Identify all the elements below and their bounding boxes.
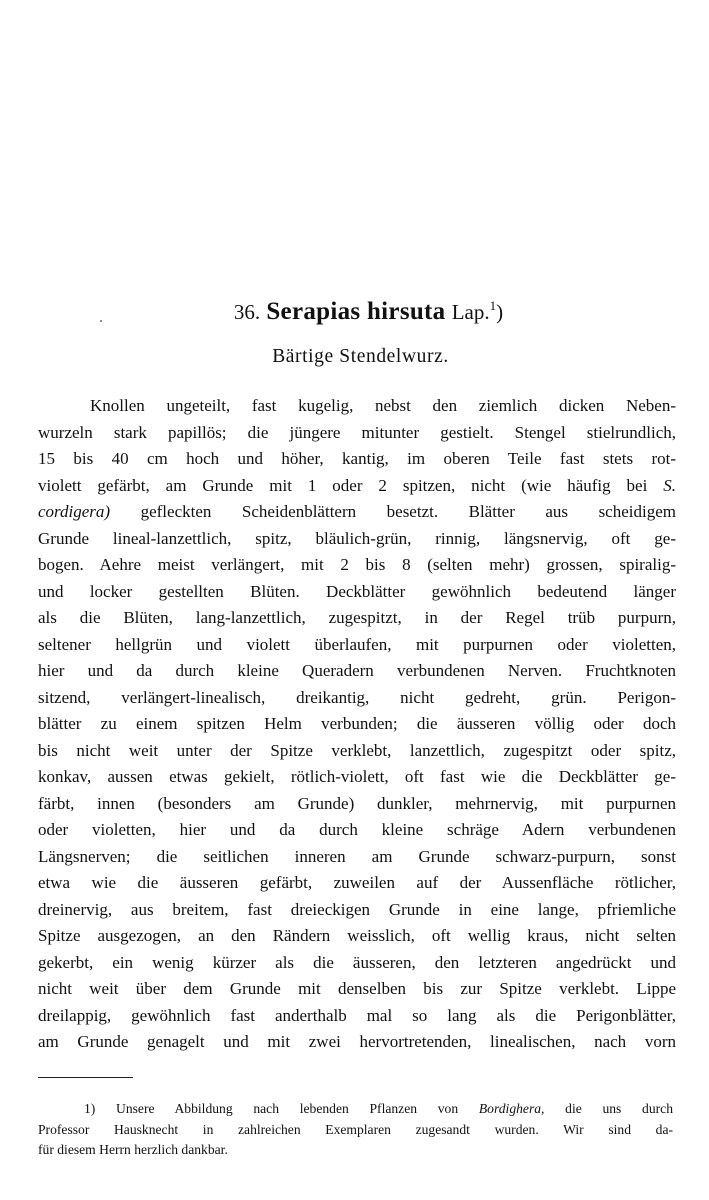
text-line: violett gefärbt, am Grunde mit 1 oder 2 spitzen, nicht (wie häufig bei S.	[38, 475, 676, 495]
text-line: cordigera) gefleckten Scheidenblättern besetzt. Blätter aus scheidigem	[38, 502, 676, 521]
description-paragraph	[38, 393, 676, 1056]
text-line: sitzend, verlängert-linealisch, dreikantig, nicht gedreht, grün. Perigon-	[38, 687, 676, 707]
footnote-line: 1) Unsere Abbildung nach lebenden Pflanzen von Bordighera, die uns durch	[84, 1101, 674, 1116]
species-name: Serapias hirsuta	[266, 298, 446, 325]
text-line: als die Blüten, lang-lanzettlich, zugespitzt, in der Regel trüb purpurn,	[38, 608, 676, 627]
species-number: 36.	[233, 300, 261, 324]
text-line: 15 bis 40 cm hoch und höher, kantig, im oberen Teile fast stets rot-	[38, 449, 676, 468]
text-line: dreilappig, gewöhnlich fast anderthalb mal so lang als die Perigonblätter,	[38, 1005, 676, 1025]
text-line: etwa wie die äusseren gefärbt, zuweilen auf der Aussenfläche rötlicher,	[38, 873, 676, 892]
text-line: gekerbt, ein wenig kürzer als die äusseren, den letzteren angedrückt und	[38, 952, 676, 972]
text-line: färbt, innen (besonders am Grunde) dunkler, mehrnervig, mit purpurnen	[38, 793, 676, 813]
footnote-divider	[38, 1077, 133, 1078]
common-name-subtitle: Bärtige Stendelwurz.	[272, 346, 449, 367]
footnote-line: Professor Hausknecht in zahlreichen Exemplaren zugesandt wurden. Wir sind da-	[38, 1121, 673, 1137]
footnote-marker: 1	[489, 298, 497, 313]
footnote-line: für diesem Herrn herzlich dankbar.	[38, 1142, 228, 1157]
text-line: und locker gestellten Blüten. Deckblätter gewöhnlich bedeutend länger	[38, 581, 676, 601]
text-line: Spitze ausgezogen, an den Rändern weisslich, oft wellig kraus, nicht selten	[38, 926, 676, 945]
text-line: hier und da durch kleine Queradern verbundenen Nerven. Fruchtknoten	[38, 661, 676, 680]
text-line: seltener hellgrün und violett überlaufen, mit purpurnen oder violetten,	[38, 634, 676, 654]
footnote-block	[38, 1099, 673, 1161]
species-heading	[0, 296, 709, 328]
text-line: nicht weit über dem Grunde mit denselben bis zur Spitze verklebt. Lippe	[38, 979, 676, 998]
text-line: Knollen ungeteilt, fast kugelig, nebst den ziemlich dicken Neben-	[90, 396, 676, 415]
text-line: bis nicht weit unter der Spitze verklebt, lanzettlich, zugespitzt oder spitz,	[38, 740, 676, 760]
text-line: dreinervig, aus breitem, fast dreieckigen Grunde in eine lange, pfriemliche	[38, 899, 676, 919]
text-line: am Grunde genagelt und mit zwei hervortretenden, linealischen, nach vorn	[38, 1032, 676, 1051]
text-line: blätter zu einem spitzen Helm verbunden; die äusseren völlig oder doch	[38, 714, 676, 733]
species-author: Lap.	[451, 300, 490, 324]
text-line: Längsnerven; die seitlichen inneren am Grunde schwarz-purpurn, sonst	[38, 846, 676, 866]
text-line: wurzeln stark papillös; die jüngere mitunter gestielt. Stengel stielrundlich,	[38, 422, 676, 442]
text-line: konkav, aussen etwas gekielt, rötlich-violett, oft fast wie die Deckblätter ge-	[38, 767, 676, 786]
heading-close-paren: )	[496, 300, 504, 324]
text-line: Grunde lineal-lanzettlich, spitz, bläulich-grün, rinnig, längsnervig, oft ge-	[38, 528, 676, 548]
text-line: bogen. Aehre meist verlängert, mit 2 bis 8 (selten mehr) grossen, spiralig-	[38, 555, 676, 574]
text-line: oder violetten, hier und da durch kleine schräge Adern verbundenen	[38, 820, 676, 839]
